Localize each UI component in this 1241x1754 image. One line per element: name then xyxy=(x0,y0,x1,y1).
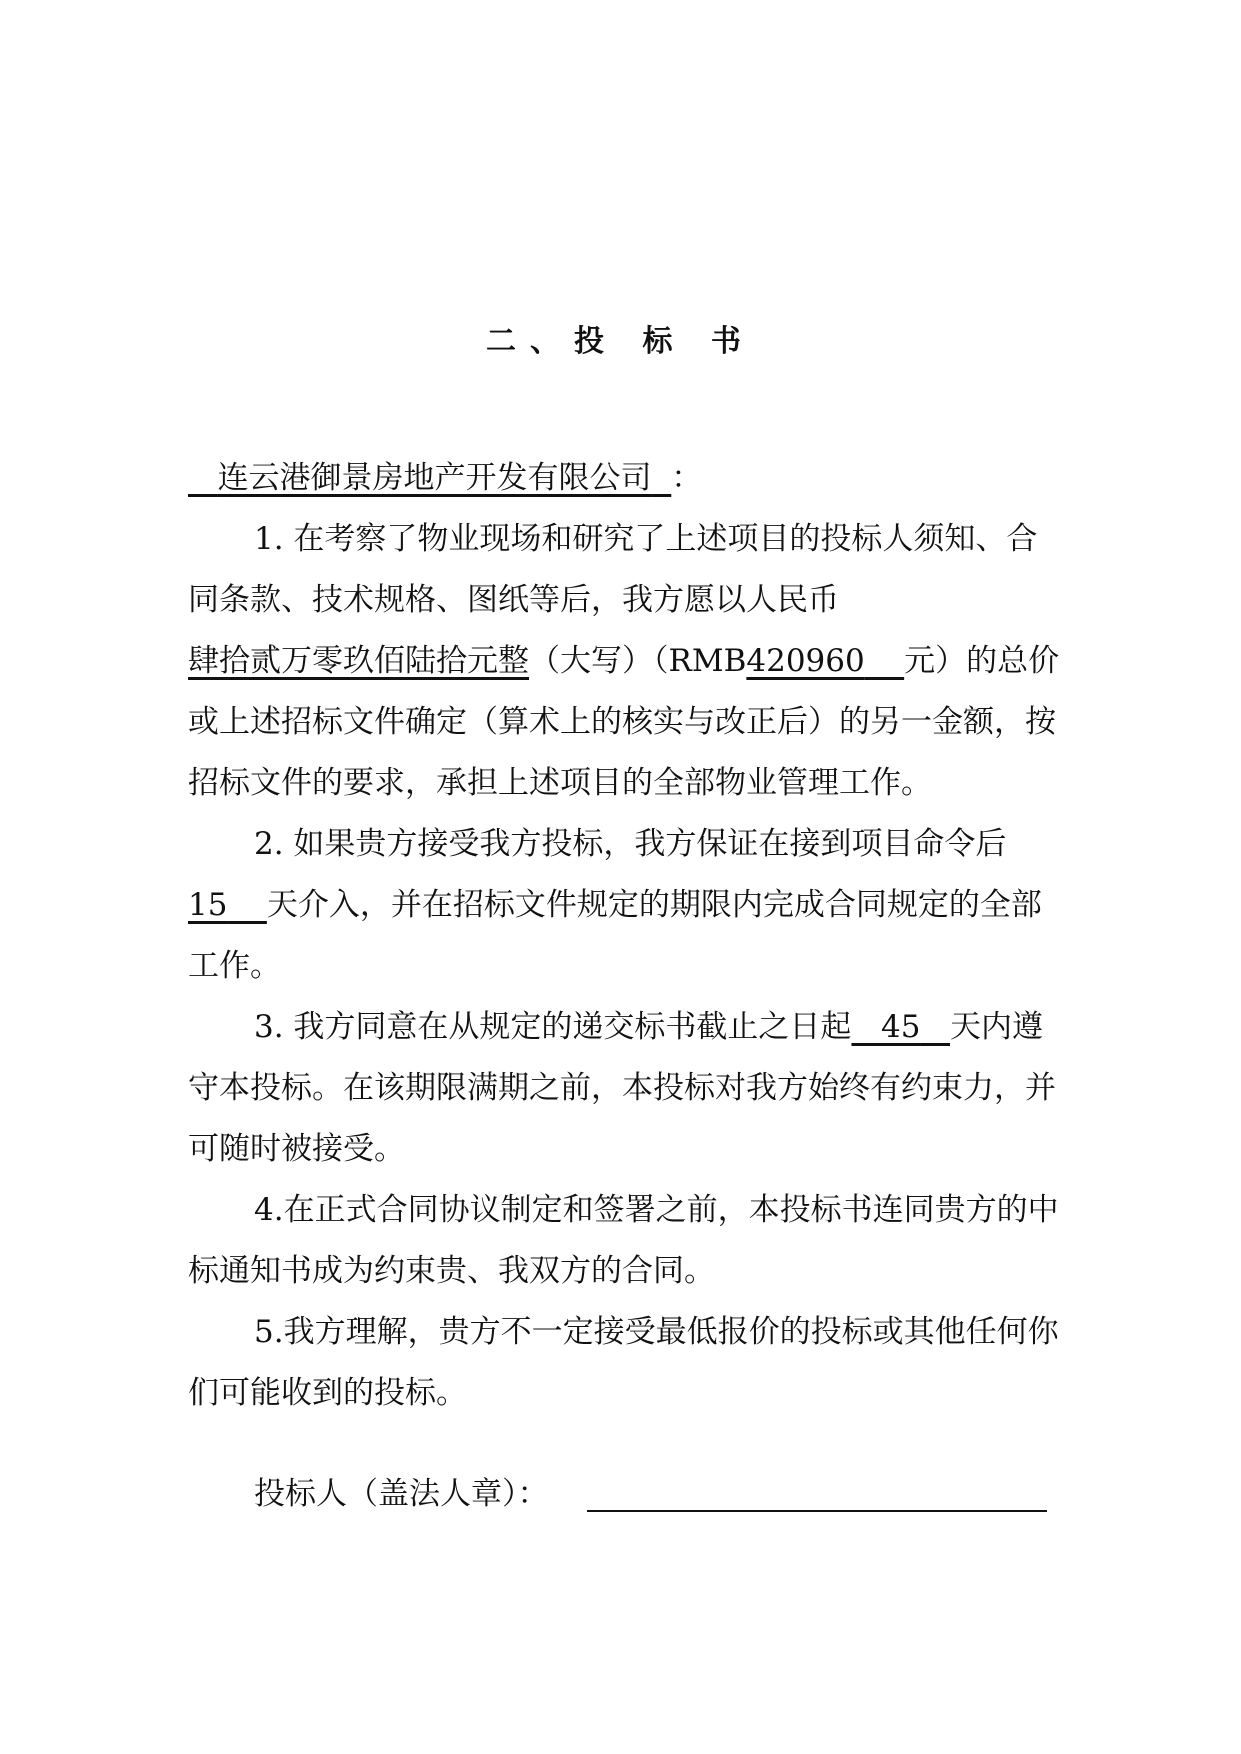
addressee-colon: ： xyxy=(671,460,703,496)
addressee-line xyxy=(188,448,1068,509)
addressee-name: 连云港御景房地产开发有限公司 xyxy=(217,460,652,496)
clause-3-text-a: 3. 我方同意在从规定的递交标书截止之日起 xyxy=(254,1009,852,1045)
amount-in-figures: 420960 xyxy=(746,643,865,679)
clause-5: 5.我方理解，贵方不一定接受最低报价的投标或其他任何你们可能收到的投标。 xyxy=(188,1314,1059,1411)
signature-label: 投标人（盖法人章）： xyxy=(254,1476,549,1512)
signature-line xyxy=(188,1464,1068,1525)
validity-days: 45 xyxy=(881,1009,921,1045)
signature-blank xyxy=(587,1510,1047,1512)
document-body xyxy=(188,448,1068,1525)
clause-1-text-a: 1. 在考察了物业现场和研究了上述项目的投标人须知、合同条款、技术规格、图纸等后，我方愿以人民币 xyxy=(188,521,1038,618)
clause-1-text-b: （大写）（RMB xyxy=(529,643,747,679)
clause-3 xyxy=(188,997,1068,1180)
page-title: 二、投 标 书 xyxy=(486,324,755,359)
clause-3-text-b: 天内遵守本投标。在该期限满期之前，本投标对我方始终有约束力，并可随时被接受。 xyxy=(188,1009,1056,1167)
clause-1 xyxy=(188,509,1068,814)
clause-2 xyxy=(188,814,1068,997)
clause-2-text-a: 2. 如果贵方接受我方投标，我方保证在接到项目命令后 xyxy=(254,826,1007,862)
amount-in-words: 肆拾贰万零玖佰陆拾元整 xyxy=(188,643,529,679)
clause-4: 4.在正式合同协议制定和签署之前，本投标书连同贵方的中标通知书成为约束贵、我双方的合同。 xyxy=(188,1192,1059,1289)
clause-1-text-c: 元）的总价或上述招标文件确定（算术上的核实与改正后）的另一金额，按招标文件的要求，承担上述项目的全部物业管理工作。 xyxy=(188,643,1060,801)
clause-2-text-b: 天介入，并在招标文件规定的期限内完成合同规定的全部工作。 xyxy=(188,887,1042,984)
intervention-days: 15 xyxy=(188,887,228,923)
